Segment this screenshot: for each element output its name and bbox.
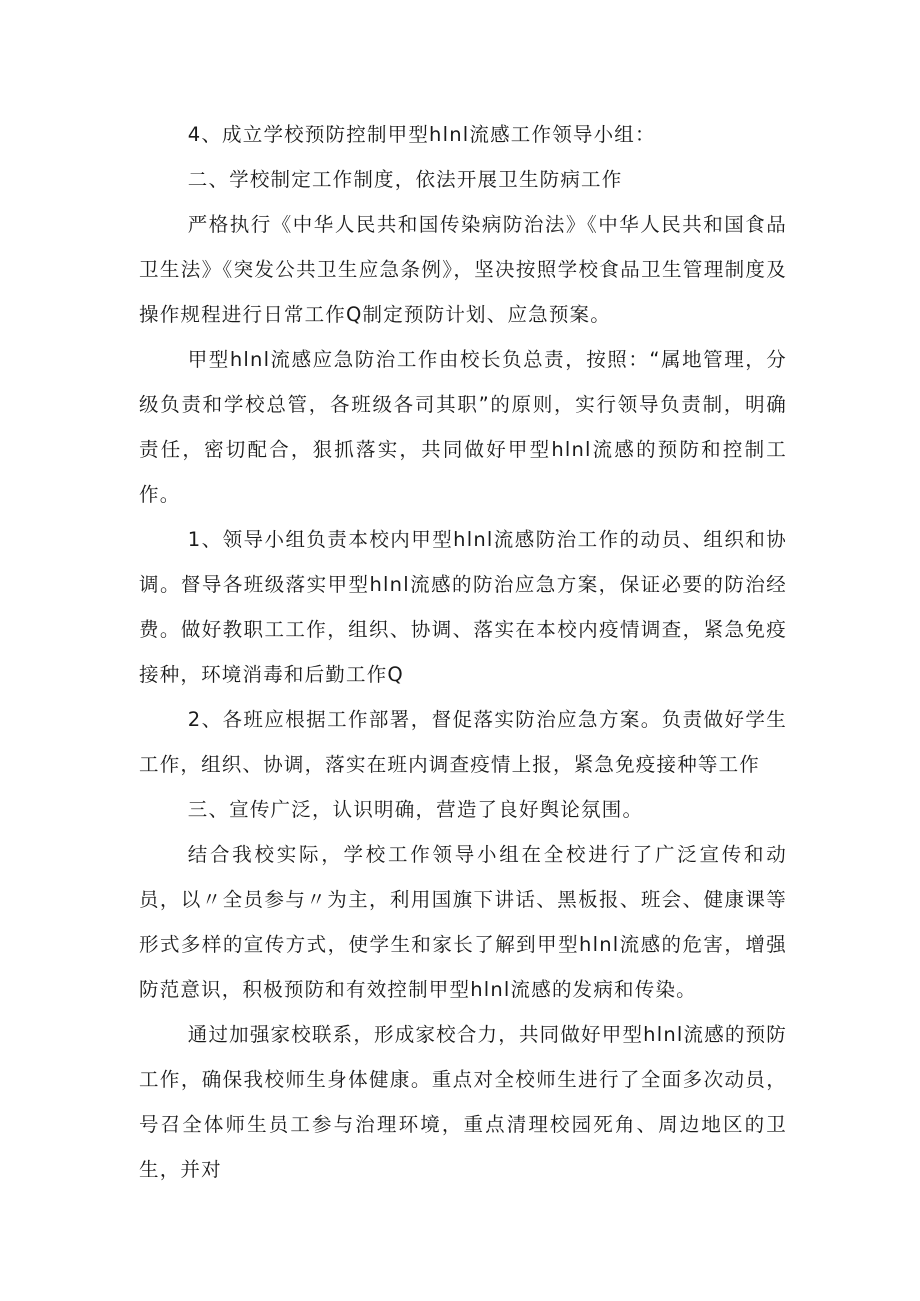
- paragraph-home-school-cooperation: 通过加强家校联系，形成家校合力，共同做好甲型hlnl流感的预防工作，确保我校师生身体健康。重点对全校师生进行了全面多次动员，号召全体师生员工参与治理环境，重点清理校园死角、周边地区的卫生，并对: [139, 1023, 788, 1181]
- paragraph-principal-responsibility: 甲型hlnl流感应急防治工作由校长负总责，按照：“属地管理，分级负责和学校总管，各班级各司其职”的原则，实行领导负责制，明确责任，密切配合，狠抓落实，共同做好甲型hlnl流感的预防和控制工作。: [139, 348, 787, 506]
- paragraph-item-4-leadership-group: 4、成立学校预防控制甲型hlnl流感工作领导小组：: [187, 123, 656, 146]
- document-body: [139, 112, 787, 1192]
- paragraph-laws: 严格执行《中华人民共和国传染病防治法》《中华人民共和国食品卫生法》《突发公共卫生应急条例》，坚决按照学校食品卫生管理制度及操作规程进行日常工作Q制定预防计划、应急预案。: [139, 213, 787, 326]
- paragraph-publicity-methods: 结合我校实际，学校工作领导小组在全校进行了广泛宣传和动员，以〃全员参与〃为主，利用国旗下讲话、黑板报、班会、健康课等形式多样的宣传方式，使学生和家长了解到甲型hlnl流感的危害，增强防范意识，积极预防和有效控制甲型hlnl流感的发病和传染。: [139, 843, 787, 1001]
- paragraph-item-1-leadership-duties: 1、领导小组负责本校内甲型hlnl流感防治工作的动员、组织和协调。督导各班级落实甲型hlnl流感的防治应急方案，保证必要的防治经费。做好教职工工作，组织、协调、落实在本校内疫情调查，紧急免疫接种，环境消毒和后勤工作Q: [139, 528, 787, 686]
- paragraph-item-2-class-duties: 2、各班应根据工作部署，督促落实防治应急方案。负责做好学生工作，组织、协调，落实在班内调查疫情上报，紧急免疫接种等工作: [139, 708, 787, 776]
- section-heading-work-system: 二、学校制定工作制度，依法开展卫生防病工作: [187, 168, 623, 191]
- section-heading-publicity: 三、宣传广泛，认识明确，营造了良好舆论氛围。: [187, 798, 644, 821]
